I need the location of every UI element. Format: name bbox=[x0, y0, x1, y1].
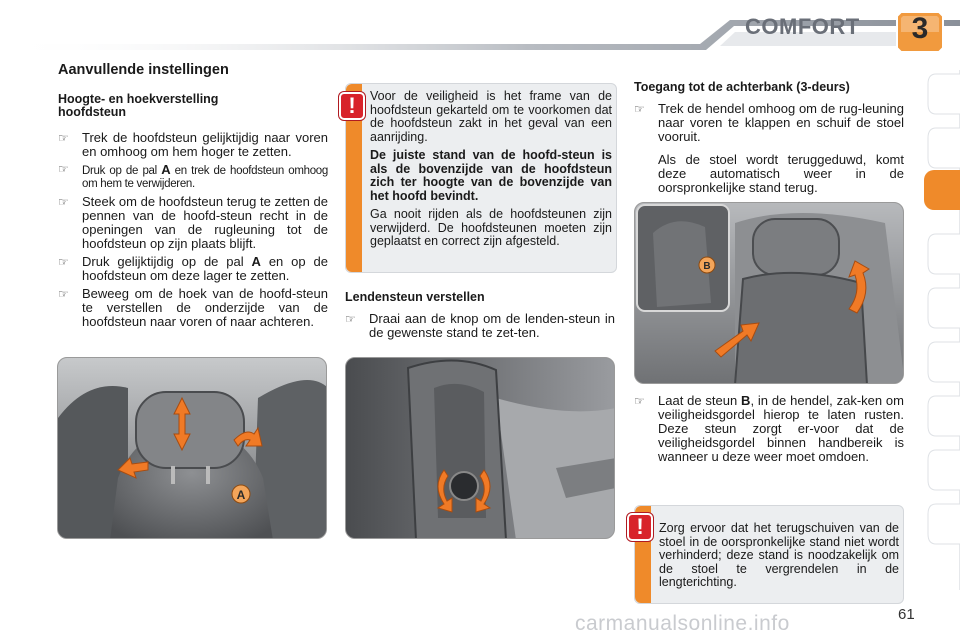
pointer-icon: ☞ bbox=[58, 131, 69, 145]
list-item: ☞ Draai aan de knop om de lenden-steun in de gewenste stand te zet-ten. bbox=[345, 311, 615, 340]
lumbar-illustration bbox=[345, 357, 615, 539]
pointer-icon: ☞ bbox=[58, 287, 69, 301]
list-item: ☞ Trek de hoofdsteun gelijktijdig naar voren en omhoog om hem hoger te zetten. bbox=[58, 130, 328, 159]
warning-text: Zorg ervoor dat het terugschuiven van de stoel in de oorspronkelijke stand niet wordt verhinderd; deze stand is noodzakelijk om de stoel te vergrendelen in de lengterichting. bbox=[659, 521, 899, 589]
rear-access-illustration bbox=[634, 202, 904, 384]
list-item: ☞ Steek om de hoofdsteun terug te zetten de pennen van de hoofd-steun recht in de openingen van de rugleuning tot de hoofdsteun op zijn plaats blijft. bbox=[58, 194, 328, 251]
left-column bbox=[58, 62, 328, 329]
page-number: 61 bbox=[898, 606, 915, 623]
pointer-icon: ☞ bbox=[58, 255, 69, 269]
subsection-headrest: Hoogte- en hoekverstelling hoofdsteun bbox=[58, 92, 219, 119]
svg-text:B: B bbox=[703, 261, 711, 272]
list-item: ☞ Druk gelijktijdig op de pal A en op de hoofdsteun om deze lager te zetten. bbox=[58, 254, 328, 283]
right-column: Toegang tot de achterbank (3-deurs) ☞ Trek de hendel omhoog om de rug-leuning naar voren te klappen en schuif de stoel vooruit. Als de stoel wordt teruggeduwd, komt deze automatisch weer in de oorspronkelijke stand terug. bbox=[634, 80, 904, 195]
warning-text: Voor de veiligheid is het frame van de hoofdsteun gekarteld om te voorkomen dat de hoofdsteun zakt in het geval van een aanrijding. bbox=[370, 89, 612, 144]
subsection-lumbar: Lendensteun verstellen bbox=[345, 290, 485, 304]
warning-box-headrest bbox=[345, 83, 617, 273]
warning-text: Ga nooit rijden als de hoofdsteunen zijn verwijderd. De hoofdsteunen moeten zijn geplaatst en correct zijn afgesteld. bbox=[370, 207, 612, 248]
subsection-rear-access: Toegang tot de achterbank (3-deurs) bbox=[634, 80, 850, 94]
headrest-illustration bbox=[57, 357, 327, 539]
chapter-tab-3[interactable] bbox=[924, 170, 960, 210]
right-column-lower bbox=[634, 390, 904, 464]
chapter-title: COMFORT bbox=[745, 14, 860, 39]
chapter-tabs bbox=[926, 70, 960, 590]
pointer-icon: ☞ bbox=[58, 162, 69, 176]
svg-text:A: A bbox=[236, 488, 246, 502]
warning-text-bold: De juiste stand van de hoofd-steun is als de bovenzijde van de hoofdsteun zich ter hoogte van de bovenzijde van het hoofd bevindt. bbox=[370, 148, 612, 203]
pointer-icon: ☞ bbox=[634, 394, 645, 408]
exclamation-icon: ! bbox=[627, 513, 653, 541]
list-item: ☞ Laat de steun B, in de hendel, zak-ken om veiligheidsgordel hierop te laten rusten. Deze steun zorgt er-voor dat de veiligheidsgordel binnen handbereik is wanneer u deze weer moet omdoen. bbox=[634, 393, 904, 464]
section-title: Aanvullende instellingen bbox=[58, 62, 229, 78]
chapter-number: 3 bbox=[911, 12, 929, 45]
exclamation-icon: ! bbox=[339, 92, 365, 120]
middle-column bbox=[345, 291, 615, 340]
watermark: carmanualsonline.info bbox=[575, 612, 790, 635]
list-item: ☞ Trek de hendel omhoog om de rug-leuning naar voren te klappen en schuif de stoel vooruit. bbox=[634, 101, 904, 144]
pointer-icon: ☞ bbox=[58, 195, 69, 209]
list-item: ☞ Beweeg om de hoek van de hoofd-steun te verstellen de onderzijde van de hoofdsteun naar voren of naar achteren. bbox=[58, 286, 328, 329]
pointer-icon: ☞ bbox=[345, 312, 356, 326]
list-item: ☞ Druk op de pal A en trek de hoofdsteun omhoog om hem te verwijderen. bbox=[58, 162, 328, 190]
pointer-icon: ☞ bbox=[634, 102, 645, 116]
warning-box-seat bbox=[634, 505, 904, 604]
